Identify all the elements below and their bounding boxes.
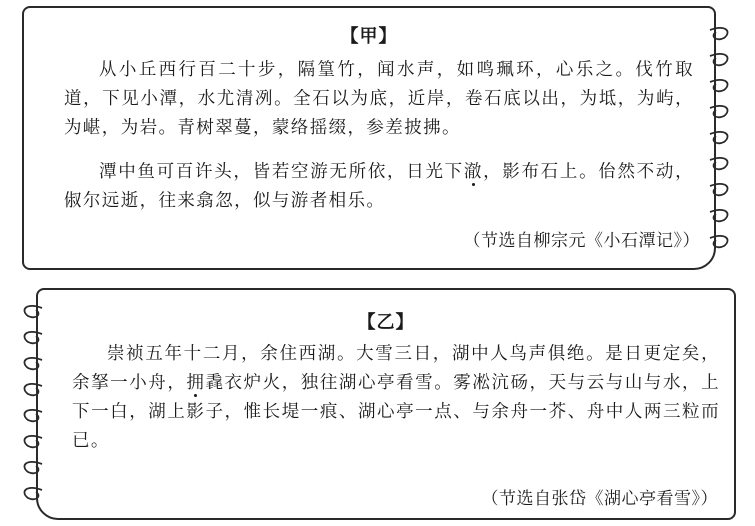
- spiral-binding-left: [18, 300, 46, 510]
- passage-card-yi: [36, 288, 736, 520]
- source-citation-yi: （节选自张岱《湖心亭看雪》）: [481, 489, 718, 509]
- source-citation-jia: （节选自柳宗元《小石潭记》）: [463, 231, 700, 251]
- spiral-binding-right: [706, 22, 734, 262]
- passage-title-jia: 【甲】: [340, 26, 398, 47]
- emphasis-dot-char: 澈: [463, 162, 484, 182]
- passage-jia-paragraph-2: 潭中鱼可百许头，皆若空游无所依，日光下澈，影布石上。佁然不动，俶尔远逝，往来翕忽，似与游者相乐。: [64, 162, 694, 211]
- emphasis-dot-char: 拥: [186, 373, 206, 393]
- passage-yi-paragraph-1: 崇祯五年十二月，余住西湖。大雪三日，湖中人鸟声俱绝。是日更定矣，余拏一小舟，拥毳衣炉火，独往湖心亭看雪。雾凇沆砀，天与云与山与水，上下一白，湖上影子，惟长堤一痕、湖心亭一点、与余舟一芥、舟中人两三粒而已。: [72, 344, 721, 451]
- passage-title-yi: 【乙】: [357, 312, 415, 333]
- passage-card-jia: [22, 6, 716, 270]
- passage-jia-paragraph-1: 从小丘西行百二十步，隔篁竹，闻水声，如鸣珮环，心乐之。伐竹取道，下见小潭，水尤清冽。全石以为底，近岸，卷石底以出，为坻，为屿，为嵁，为岩。青树翠蔓，蒙络摇缀，参差披拂。: [64, 60, 694, 138]
